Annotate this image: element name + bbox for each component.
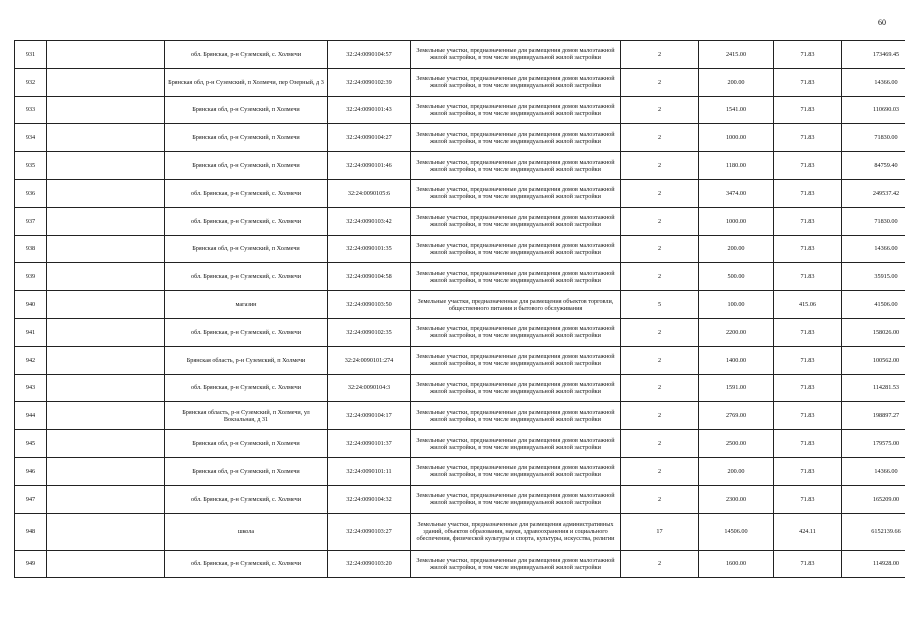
area-cell: 200.00 xyxy=(699,235,774,263)
empty-cell xyxy=(47,318,165,346)
row-number-cell: 948 xyxy=(15,513,47,550)
table-row xyxy=(15,179,905,207)
area-cell: 1400.00 xyxy=(699,346,774,374)
row-number-cell: 946 xyxy=(15,457,47,485)
empty-cell xyxy=(47,550,165,578)
cadastral-number-cell: 32:24:0090101:46 xyxy=(328,152,411,180)
address-cell: Брянская область, р-н Суземский, п Холмечи xyxy=(165,346,328,374)
table-row xyxy=(15,513,905,550)
cadastral-number-cell: 32:24:0090105:6 xyxy=(328,179,411,207)
group-cell: 2 xyxy=(621,374,699,402)
cadastral-value-cell: 114281.53 xyxy=(842,374,905,402)
area-cell: 100.00 xyxy=(699,291,774,319)
cadastral-number-cell: 32:24:0090101:43 xyxy=(328,96,411,124)
address-cell: обл. Брянская, р-н Суземский, с. Холмечи xyxy=(165,263,328,291)
rate-cell: 424.11 xyxy=(774,513,842,550)
empty-cell xyxy=(47,374,165,402)
empty-cell xyxy=(47,207,165,235)
cadastral-number-cell: 32:24:0090103:20 xyxy=(328,550,411,578)
area-cell: 200.00 xyxy=(699,68,774,96)
row-number-cell: 941 xyxy=(15,318,47,346)
area-cell: 1600.00 xyxy=(699,550,774,578)
land-purpose-cell: Земельные участки, предназначенные для размещения административных зданий, объектов образования, науки, здравоохранения и социального обеспечения, физической культуры и спорта, культуры, искусства, религии xyxy=(411,513,621,550)
table-row xyxy=(15,402,905,430)
address-cell: школа xyxy=(165,513,328,550)
land-purpose-cell: Земельные участки, предназначенные для размещения домов малоэтажной жилой застройки, в том числе индивидуальной жилой застройки xyxy=(411,207,621,235)
land-purpose-cell: Земельные участки, предназначенные для размещения объектов торговли, общественного питания и бытового обслуживания xyxy=(411,291,621,319)
address-cell: Брянская обл, р-н Суземский, п Холмечи xyxy=(165,457,328,485)
empty-cell xyxy=(47,291,165,319)
table-row xyxy=(15,430,905,458)
rate-cell: 71.83 xyxy=(774,207,842,235)
row-number-cell: 943 xyxy=(15,374,47,402)
cadastral-number-cell: 32:24:0090102:39 xyxy=(328,68,411,96)
land-purpose-cell: Земельные участки, предназначенные для размещения домов малоэтажной жилой застройки, в том числе индивидуальной жилой застройки xyxy=(411,68,621,96)
address-cell: обл. Брянская, р-н Суземский, с. Холмечи xyxy=(165,550,328,578)
cadastral-number-cell: 32:24:0090104:58 xyxy=(328,263,411,291)
row-number-cell: 938 xyxy=(15,235,47,263)
empty-cell xyxy=(47,513,165,550)
address-cell: Брянская область, р-н Суземский, п Холмечи, ул Вокзальная, д 31 xyxy=(165,402,328,430)
group-cell: 2 xyxy=(621,430,699,458)
table-row xyxy=(15,124,905,152)
area-cell: 2500.00 xyxy=(699,430,774,458)
empty-cell xyxy=(47,152,165,180)
row-number-cell: 932 xyxy=(15,68,47,96)
land-purpose-cell: Земельные участки, предназначенные для размещения домов малоэтажной жилой застройки, в том числе индивидуальной жилой застройки xyxy=(411,179,621,207)
cadastral-number-cell: 32:24:0090104:57 xyxy=(328,41,411,69)
row-number-cell: 947 xyxy=(15,485,47,513)
address-cell: обл. Брянская, р-н Суземский, с. Холмечи xyxy=(165,485,328,513)
address-cell: Брянская обл, р-н Суземский, п Холмечи xyxy=(165,430,328,458)
cadastral-value-cell: 179575.00 xyxy=(842,430,905,458)
group-cell: 2 xyxy=(621,179,699,207)
empty-cell xyxy=(47,263,165,291)
rate-cell: 71.83 xyxy=(774,152,842,180)
cadastral-number-cell: 32:24:0090102:35 xyxy=(328,318,411,346)
cadastral-number-cell: 32:24:0090103:27 xyxy=(328,513,411,550)
group-cell: 2 xyxy=(621,41,699,69)
address-cell: Брянская обл, р-н Суземский, п Холмечи, пер Озерный, д 3 xyxy=(165,68,328,96)
land-purpose-cell: Земельные участки, предназначенные для размещения домов малоэтажной жилой застройки, в том числе индивидуальной жилой застройки xyxy=(411,430,621,458)
area-cell: 2300.00 xyxy=(699,485,774,513)
group-cell: 2 xyxy=(621,235,699,263)
row-number-cell: 931 xyxy=(15,41,47,69)
land-purpose-cell: Земельные участки, предназначенные для размещения домов малоэтажной жилой застройки, в том числе индивидуальной жилой застройки xyxy=(411,550,621,578)
area-cell: 200.00 xyxy=(699,457,774,485)
area-cell: 500.00 xyxy=(699,263,774,291)
group-cell: 2 xyxy=(621,207,699,235)
rate-cell: 71.83 xyxy=(774,430,842,458)
table-row xyxy=(15,291,905,319)
land-purpose-cell: Земельные участки, предназначенные для размещения домов малоэтажной жилой застройки, в том числе индивидуальной жилой застройки xyxy=(411,124,621,152)
cadastral-value-cell: 249537.42 xyxy=(842,179,905,207)
page-number: 60 xyxy=(878,18,886,27)
land-purpose-cell: Земельные участки, предназначенные для размещения домов малоэтажной жилой застройки, в том числе индивидуальной жилой застройки xyxy=(411,374,621,402)
table-row xyxy=(15,263,905,291)
row-number-cell: 935 xyxy=(15,152,47,180)
address-cell: обл. Брянская, р-н Суземский, с. Холмечи xyxy=(165,179,328,207)
table-row xyxy=(15,550,905,578)
table-row xyxy=(15,235,905,263)
rate-cell: 71.83 xyxy=(774,68,842,96)
land-purpose-cell: Земельные участки, предназначенные для размещения домов малоэтажной жилой застройки, в том числе индивидуальной жилой застройки xyxy=(411,402,621,430)
cadastral-value-cell: 100562.00 xyxy=(842,346,905,374)
rate-cell: 71.83 xyxy=(774,485,842,513)
address-cell: Брянская обл, р-н Суземский, п Холмечи xyxy=(165,152,328,180)
cadastral-number-cell: 32:24:0090101:274 xyxy=(328,346,411,374)
table-row xyxy=(15,96,905,124)
rate-cell: 71.83 xyxy=(774,235,842,263)
area-cell: 14506.00 xyxy=(699,513,774,550)
group-cell: 2 xyxy=(621,318,699,346)
cadastral-value-cell: 71830.00 xyxy=(842,207,905,235)
area-cell: 1591.00 xyxy=(699,374,774,402)
area-cell: 1541.00 xyxy=(699,96,774,124)
cadastral-value-cell: 14366.00 xyxy=(842,235,905,263)
table-row xyxy=(15,207,905,235)
table-row xyxy=(15,457,905,485)
row-number-cell: 949 xyxy=(15,550,47,578)
address-cell: Брянская обл, р-н Суземский, п Холмечи xyxy=(165,96,328,124)
land-registry-table xyxy=(14,40,905,578)
address-cell: Брянская обл, р-н Суземский, п Холмечи xyxy=(165,124,328,152)
rate-cell: 71.83 xyxy=(774,263,842,291)
row-number-cell: 939 xyxy=(15,263,47,291)
group-cell: 2 xyxy=(621,96,699,124)
group-cell: 2 xyxy=(621,457,699,485)
group-cell: 5 xyxy=(621,291,699,319)
empty-cell xyxy=(47,124,165,152)
cadastral-value-cell: 35915.00 xyxy=(842,263,905,291)
empty-cell xyxy=(47,68,165,96)
land-purpose-cell: Земельные участки, предназначенные для размещения домов малоэтажной жилой застройки, в том числе индивидуальной жилой застройки xyxy=(411,152,621,180)
group-cell: 2 xyxy=(621,402,699,430)
land-purpose-cell: Земельные участки, предназначенные для размещения домов малоэтажной жилой застройки, в том числе индивидуальной жилой застройки xyxy=(411,457,621,485)
cadastral-number-cell: 32:24:0090103:42 xyxy=(328,207,411,235)
rate-cell: 71.83 xyxy=(774,550,842,578)
cadastral-value-cell: 158026.00 xyxy=(842,318,905,346)
group-cell: 2 xyxy=(621,152,699,180)
group-cell: 17 xyxy=(621,513,699,550)
row-number-cell: 933 xyxy=(15,96,47,124)
cadastral-value-cell: 71830.00 xyxy=(842,124,905,152)
land-purpose-cell: Земельные участки, предназначенные для размещения домов малоэтажной жилой застройки, в том числе индивидуальной жилой застройки xyxy=(411,485,621,513)
cadastral-number-cell: 32:24:0090104:27 xyxy=(328,124,411,152)
cadastral-value-cell: 165209.00 xyxy=(842,485,905,513)
address-cell: обл. Брянская, р-н Суземский, с. Холмечи xyxy=(165,318,328,346)
rate-cell: 71.83 xyxy=(774,374,842,402)
land-purpose-cell: Земельные участки, предназначенные для размещения домов малоэтажной жилой застройки, в том числе индивидуальной жилой застройки xyxy=(411,318,621,346)
row-number-cell: 934 xyxy=(15,124,47,152)
address-cell: магазин xyxy=(165,291,328,319)
cadastral-number-cell: 32:24:0090101:35 xyxy=(328,235,411,263)
cadastral-number-cell: 32:24:0090104:3 xyxy=(328,374,411,402)
group-cell: 2 xyxy=(621,263,699,291)
land-purpose-cell: Земельные участки, предназначенные для размещения домов малоэтажной жилой застройки, в том числе индивидуальной жилой застройки xyxy=(411,346,621,374)
empty-cell xyxy=(47,457,165,485)
empty-cell xyxy=(47,41,165,69)
empty-cell xyxy=(47,179,165,207)
rate-cell: 71.83 xyxy=(774,96,842,124)
empty-cell xyxy=(47,402,165,430)
land-purpose-cell: Земельные участки, предназначенные для размещения домов малоэтажной жилой застройки, в том числе индивидуальной жилой застройки xyxy=(411,263,621,291)
table-row xyxy=(15,374,905,402)
cadastral-value-cell: 173469.45 xyxy=(842,41,905,69)
table-row xyxy=(15,41,905,69)
table-body xyxy=(15,41,905,578)
land-purpose-cell: Земельные участки, предназначенные для размещения домов малоэтажной жилой застройки, в том числе индивидуальной жилой застройки xyxy=(411,41,621,69)
address-cell: Брянская обл, р-н Суземский, п Холмечи xyxy=(165,235,328,263)
group-cell: 2 xyxy=(621,485,699,513)
row-number-cell: 945 xyxy=(15,430,47,458)
cadastral-value-cell: 198897.27 xyxy=(842,402,905,430)
group-cell: 2 xyxy=(621,68,699,96)
cadastral-value-cell: 14366.00 xyxy=(842,68,905,96)
cadastral-value-cell: 14366.00 xyxy=(842,457,905,485)
group-cell: 2 xyxy=(621,124,699,152)
row-number-cell: 936 xyxy=(15,179,47,207)
area-cell: 3474.00 xyxy=(699,179,774,207)
row-number-cell: 942 xyxy=(15,346,47,374)
address-cell: обл. Брянская, р-н Суземский, с. Холмечи xyxy=(165,374,328,402)
area-cell: 2769.00 xyxy=(699,402,774,430)
empty-cell xyxy=(47,96,165,124)
area-cell: 1000.00 xyxy=(699,207,774,235)
cadastral-number-cell: 32:24:0090101:11 xyxy=(328,457,411,485)
rate-cell: 71.83 xyxy=(774,179,842,207)
table-row xyxy=(15,485,905,513)
row-number-cell: 944 xyxy=(15,402,47,430)
cadastral-number-cell: 32:24:0090101:37 xyxy=(328,430,411,458)
table-row xyxy=(15,152,905,180)
land-purpose-cell: Земельные участки, предназначенные для размещения домов малоэтажной жилой застройки, в том числе индивидуальной жилой застройки xyxy=(411,235,621,263)
land-purpose-cell: Земельные участки, предназначенные для размещения домов малоэтажной жилой застройки, в том числе индивидуальной жилой застройки xyxy=(411,96,621,124)
area-cell: 2200.00 xyxy=(699,318,774,346)
cadastral-value-cell: 84759.40 xyxy=(842,152,905,180)
table-row xyxy=(15,68,905,96)
rate-cell: 71.83 xyxy=(774,457,842,485)
cadastral-value-cell: 110690.03 xyxy=(842,96,905,124)
empty-cell xyxy=(47,235,165,263)
cadastral-number-cell: 32:24:0090103:50 xyxy=(328,291,411,319)
empty-cell xyxy=(47,430,165,458)
address-cell: обл. Брянская, р-н Суземский, с. Холмечи xyxy=(165,41,328,69)
rate-cell: 71.83 xyxy=(774,402,842,430)
rate-cell: 71.83 xyxy=(774,318,842,346)
cadastral-number-cell: 32:24:0090104:17 xyxy=(328,402,411,430)
row-number-cell: 937 xyxy=(15,207,47,235)
area-cell: 1000.00 xyxy=(699,124,774,152)
group-cell: 2 xyxy=(621,550,699,578)
cadastral-value-cell: 114928.00 xyxy=(842,550,905,578)
rate-cell: 71.83 xyxy=(774,41,842,69)
cadastral-number-cell: 32:24:0090104:32 xyxy=(328,485,411,513)
table-row xyxy=(15,346,905,374)
area-cell: 1180.00 xyxy=(699,152,774,180)
rate-cell: 415.06 xyxy=(774,291,842,319)
row-number-cell: 940 xyxy=(15,291,47,319)
area-cell: 2415.00 xyxy=(699,41,774,69)
table-row xyxy=(15,318,905,346)
rate-cell: 71.83 xyxy=(774,124,842,152)
address-cell: обл. Брянская, р-н Суземский, с. Холмечи xyxy=(165,207,328,235)
cadastral-value-cell: 41506.00 xyxy=(842,291,905,319)
empty-cell xyxy=(47,346,165,374)
empty-cell xyxy=(47,485,165,513)
cadastral-value-cell: 6152139.66 xyxy=(842,513,905,550)
group-cell: 2 xyxy=(621,346,699,374)
rate-cell: 71.83 xyxy=(774,346,842,374)
